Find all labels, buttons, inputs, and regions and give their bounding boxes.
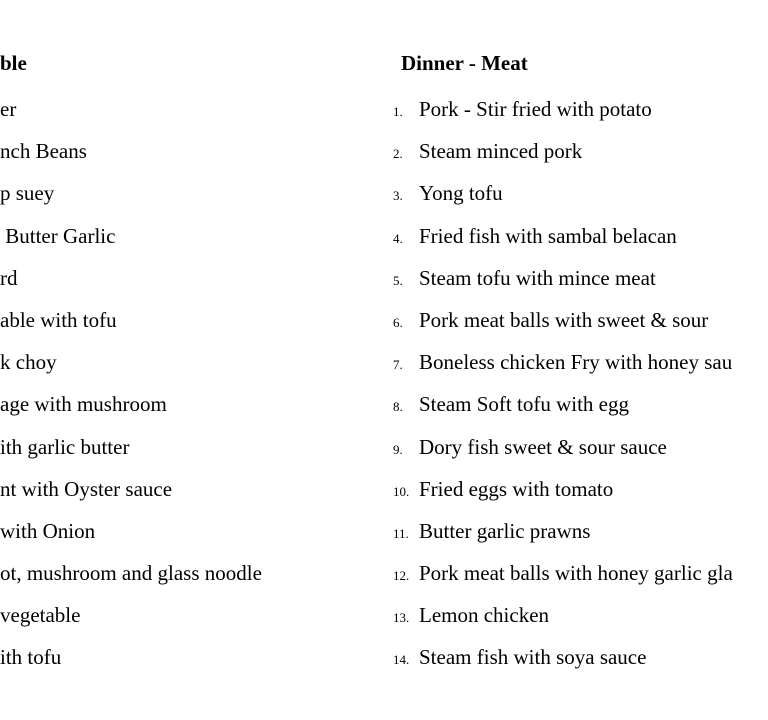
item-text: Lemon chicken (419, 603, 550, 628)
list-item: k choy (0, 350, 57, 375)
list-item (392, 215, 768, 257)
item-number: 8. (393, 399, 403, 415)
list-item: er (0, 97, 17, 121)
list-item (392, 636, 768, 678)
list-item: with Onion (0, 518, 96, 543)
list-item: rd (0, 265, 18, 290)
list-item (392, 172, 768, 214)
list-item (392, 426, 768, 468)
list-item (392, 257, 768, 299)
item-text: Steam minced pork (419, 139, 583, 164)
item-number: 1. (393, 104, 403, 119)
item-number: 4. (393, 230, 403, 246)
list-item: able with tofu (0, 307, 117, 332)
item-text: Boneless chicken Fry with honey sau (419, 350, 733, 375)
list-item (392, 299, 768, 341)
item-text: Fried fish with sambal belacan (419, 223, 677, 248)
item-text: Pork meat balls with honey garlic gla (419, 561, 733, 586)
item-number: 7. (393, 357, 403, 373)
vegetable-column (0, 46, 340, 679)
vegetable-heading: ble (0, 51, 27, 75)
item-number: 2. (393, 146, 403, 162)
meat-column (392, 46, 768, 679)
item-number: 12. (393, 568, 410, 584)
list-item: p suey (0, 181, 55, 206)
list-item: nt with Oyster sauce (0, 476, 173, 501)
list-item (392, 88, 768, 130)
item-number: 13. (393, 610, 410, 626)
meat-list (392, 88, 768, 679)
item-number: 5. (393, 272, 403, 288)
item-text: Yong tofu (419, 181, 503, 206)
item-number: 10. (393, 483, 410, 499)
item-number: 3. (393, 188, 403, 204)
item-number: 9. (393, 441, 403, 457)
item-text: Pork meat balls with sweet & sour (419, 307, 709, 332)
list-item (392, 383, 768, 425)
item-text: Butter garlic prawns (419, 518, 591, 543)
item-text: Pork - Stir fried with potato (419, 97, 652, 121)
vegetable-list (0, 88, 340, 679)
list-item (392, 341, 768, 383)
item-text: Fried eggs with tomato (419, 476, 614, 501)
item-text: Steam tofu with mince meat (419, 265, 656, 290)
list-item (392, 552, 768, 594)
list-item: ith garlic butter (0, 434, 130, 459)
list-item (392, 594, 768, 636)
item-text: Steam Soft tofu with egg (419, 392, 629, 417)
list-item: ot, mushroom and glass noodle (0, 561, 262, 586)
item-text: Dory fish sweet & sour sauce (419, 434, 667, 459)
item-number: 14. (393, 652, 410, 668)
item-number: 6. (393, 314, 403, 330)
list-item (392, 510, 768, 552)
list-item (392, 130, 768, 172)
list-item: Butter Garlic (0, 223, 116, 248)
list-item: ith tofu (0, 645, 62, 670)
list-item: age with mushroom (0, 392, 167, 417)
list-item: vegetable (0, 603, 81, 628)
list-item: nch Beans (0, 139, 87, 164)
item-text: Steam fish with soya sauce (419, 645, 647, 670)
list-item (392, 468, 768, 510)
meat-heading: Dinner - Meat (401, 51, 528, 75)
item-number: 11. (393, 525, 409, 541)
